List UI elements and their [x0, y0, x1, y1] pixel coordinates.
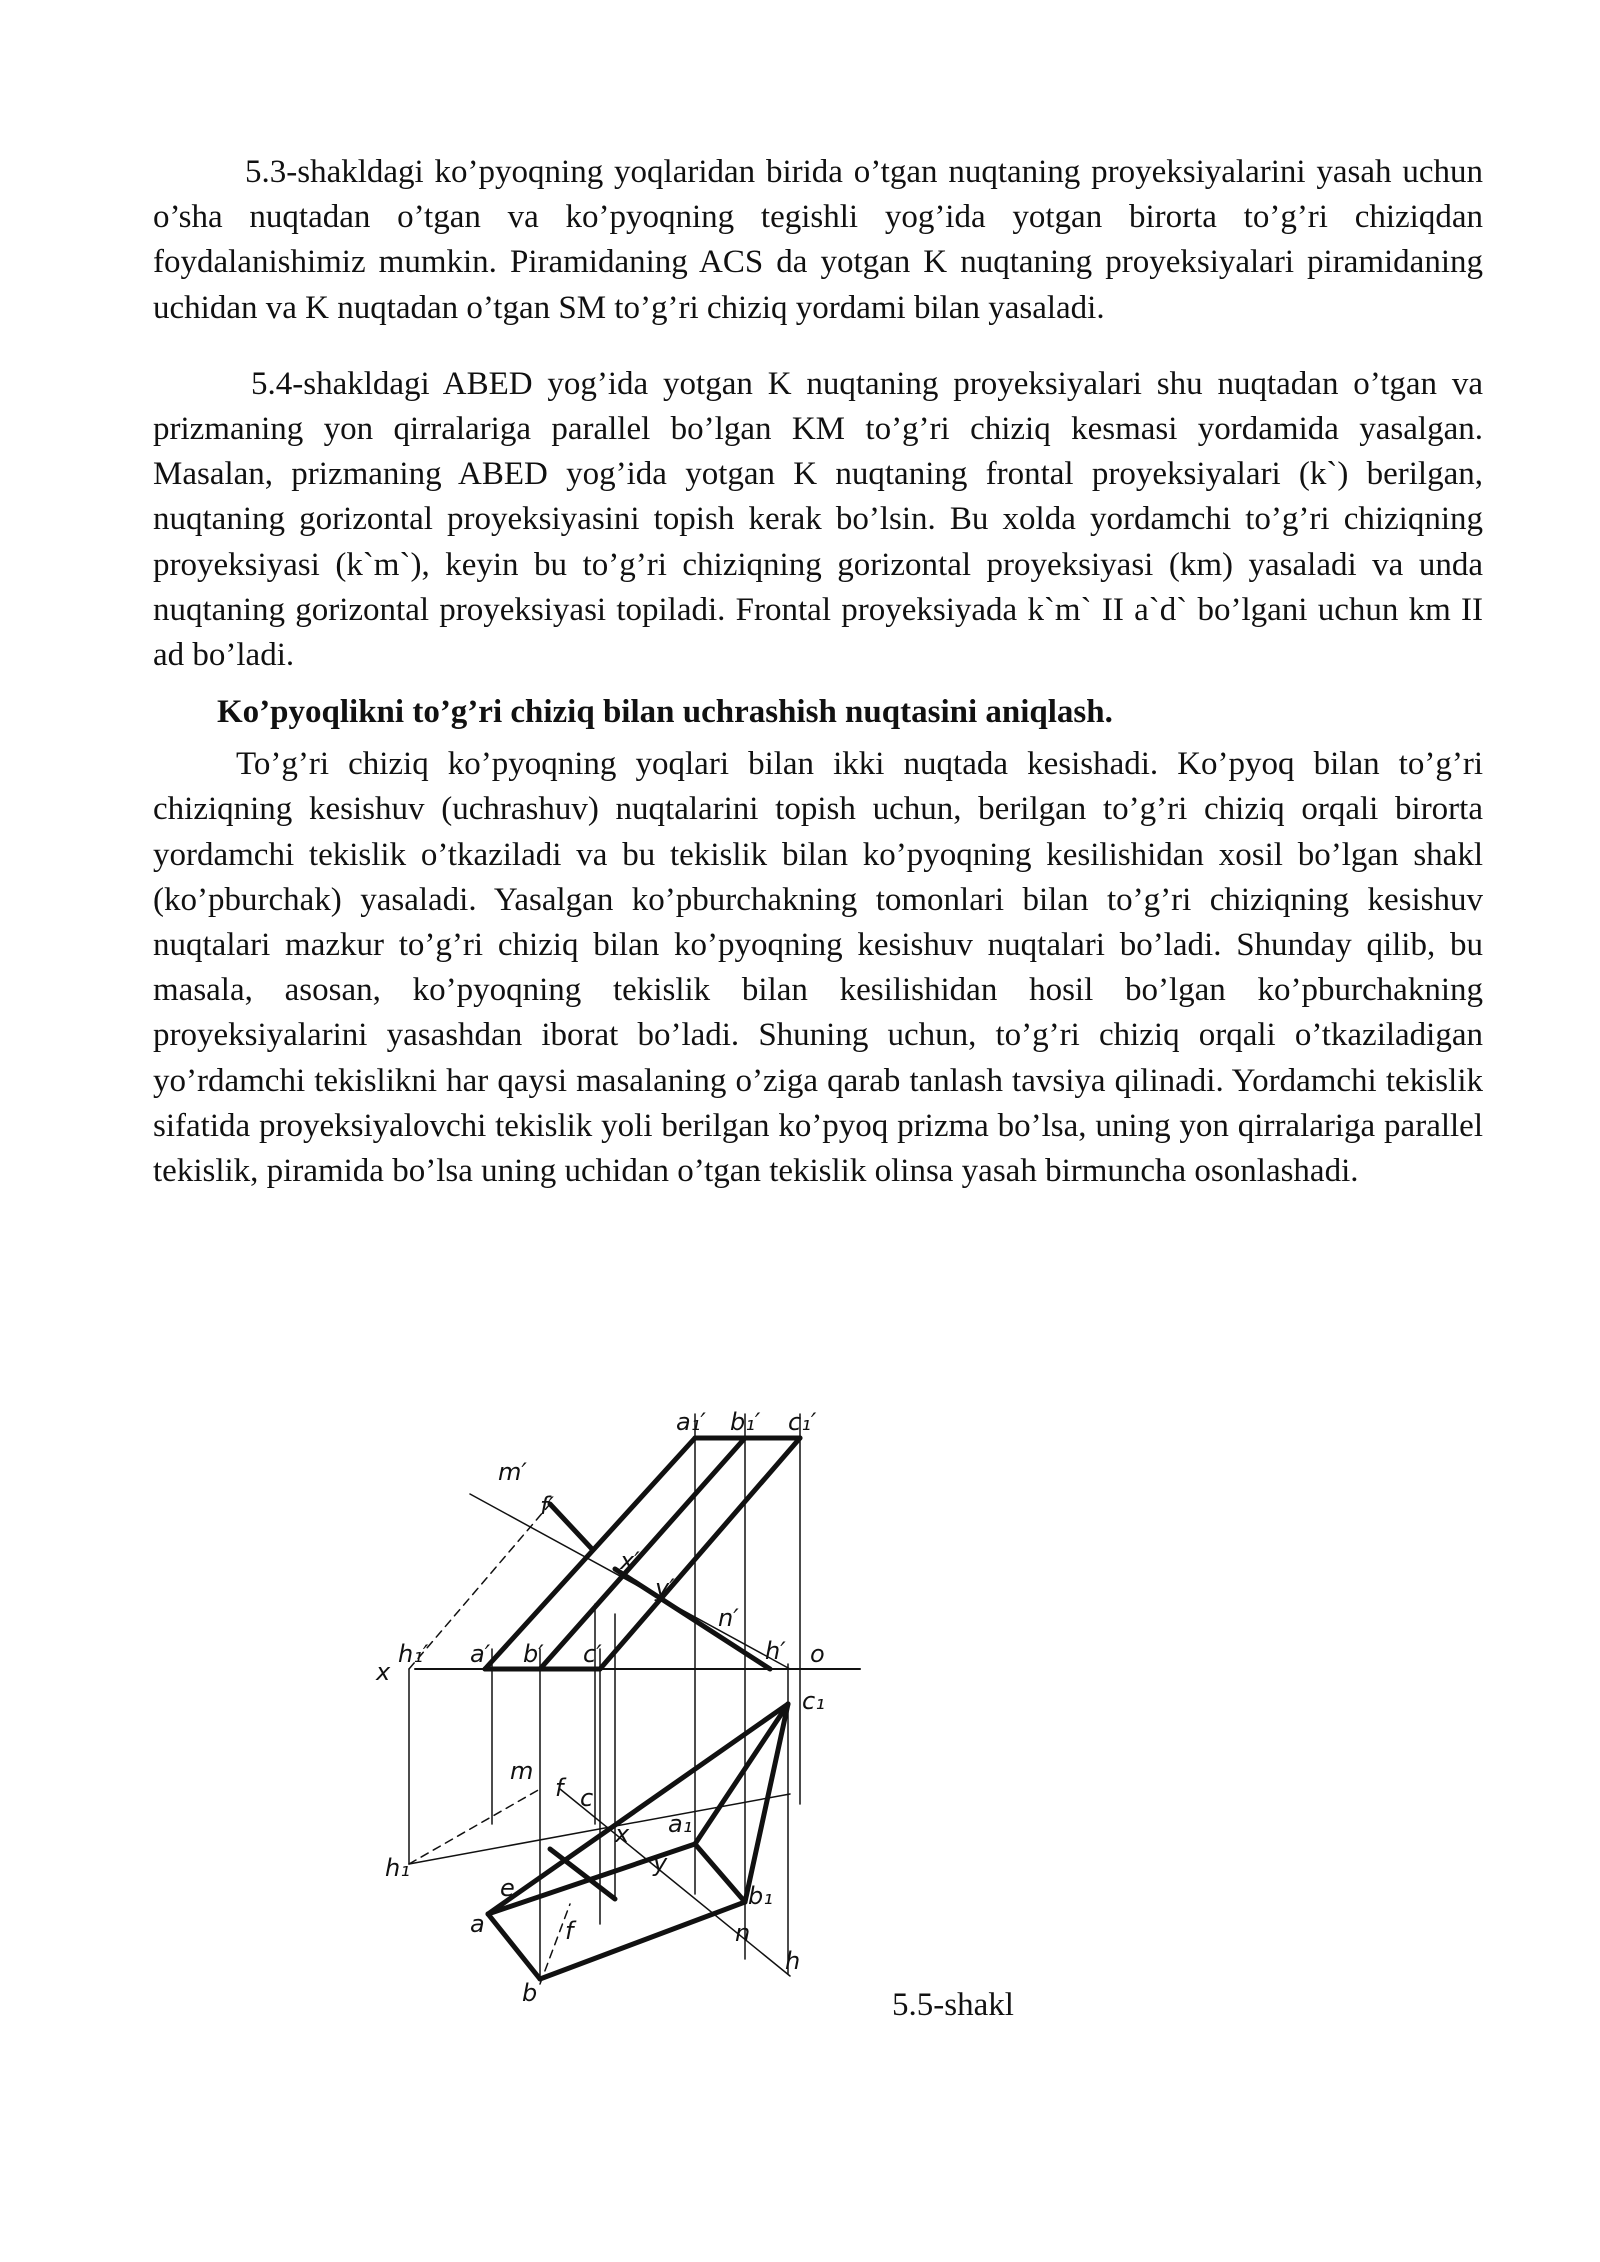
paragraph-1: 5.3-shakldagi ko’pyoqning yoqlaridan birida o’tgan nuqtaning proyeksiyalarini yasah uchun o’sha nuqtadan o’tgan va ko’pyoqning tegishli yog’ida yotgan birorta to’g’ri chiziqdan foydalanishimiz mumkin. Piramidaning ACS da yotgan K nuqtaning proyeksiyalari piramidaning uchidan va K nuqtadan o’tgan SM to’g’ri chiziq yordami bilan yasaladi.	[153, 154, 1483, 326]
label-x: x	[615, 1820, 630, 1848]
label-x-prime: x′	[620, 1547, 640, 1575]
label-f: f	[555, 1774, 564, 1802]
label-x-axis: x	[376, 1658, 391, 1686]
label-b: b	[522, 1979, 538, 2007]
label-f-prime: f′	[540, 1492, 554, 1520]
label-n-prime: n′	[718, 1604, 739, 1632]
label-h: h	[785, 1947, 801, 1975]
section-heading: Ko’pyoqlikni to’g’ri chiziq bilan uchrashish nuqtasini aniqlash.	[217, 694, 1113, 731]
projection-drawing	[370, 1404, 880, 2034]
label-h1-prime: h₁′	[398, 1640, 429, 1668]
label-b1: b₁	[748, 1882, 773, 1910]
frontal-prism-edges	[485, 1438, 800, 1669]
label-o: o	[810, 1640, 825, 1668]
label-m: m	[510, 1757, 534, 1785]
label-a1: a₁	[668, 1810, 693, 1838]
figure-5-5	[370, 1404, 880, 2034]
paragraph-2: 5.4-shakldagi ABED yog’ida yotgan K nuqtaning proyeksiyalari shu nuqtadan o’tgan va prizmaning yon qirralariga parallel bo’lgan KM to’g’ri chiziq kesmasi yordamida yasalgan. Masalan, prizmaning ABED yog’ida yotgan K nuqtaning frontal proyeksiyalari (k`) berilgan, nuqtaning gorizontal proyeksiyasini topish kerak bo’lsin. Bu xolda yordamchi to’g’ri chiziqning proyeksiyasi (k`m`), keyin bu to’g’ri chiziqning gorizontal proyeksiyasi (km) yasaladi va unda nuqtaning gorizontal proyeksiyasi topiladi. Frontal proyeksiyada k`m` II a`d` bo’lgani uchun km II ad bo’ladi.	[153, 365, 1483, 674]
label-e: e	[500, 1874, 515, 1902]
label-h1: h₁	[385, 1854, 410, 1882]
label-a: a	[470, 1910, 485, 1938]
label-y: y	[653, 1849, 668, 1877]
label-f-horizontal: f	[565, 1917, 574, 1945]
label-b-prime: b′	[523, 1640, 544, 1668]
label-c1: c₁	[802, 1687, 825, 1715]
label-c1-prime: c₁′	[788, 1408, 817, 1436]
label-y-prime: y′	[655, 1574, 675, 1602]
label-m-prime: m′	[498, 1458, 527, 1486]
label-n: n	[735, 1919, 751, 1947]
label-c: c	[580, 1784, 594, 1812]
label-h-prime: h′	[765, 1637, 786, 1665]
label-a-prime: a′	[470, 1640, 491, 1668]
page-text	[153, 150, 1483, 1194]
label-a1-prime: a₁′	[676, 1408, 706, 1436]
paragraph-3: To’g’ri chiziq ko’pyoqning yoqlari bilan ikki nuqtada kesishadi. Ko’pyoq bilan to’g’ri chiziqning kesishuv (uchrashuv) nuqtalarini topish uchun, berilgan to’g’ri chiziq orqali birorta yordamchi tekislik o’tkaziladi va bu tekislik bilan ko’pyoqning kesilishidan xosil bo’lgan shakl (ko’pburchak) yasaladi. Yasalgan ko’pburchakning tomonlari bilan to’g’ri chiziqning kesishuv nuqtalari mazkur to’g’ri chiziq bilan ko’pyoqning kesishuv nuqtalari bo’ladi. Shunday qilib, bu masala, asosan, ko’pyoqning tekislik bilan kesilishidan hosil bo’lgan ko’pburchakning proyeksiyalarini yasashdan iborat bo’ladi. Shuning uchun, to’g’ri chiziq orqali o’tkaziladigan yo’rdamchi tekislikni har qaysi masalaning o’ziga qarab tanlash tavsiya qilinadi. Yordamchi tekislik sifatida proyeksiyalovchi tekislik yoli berilgan ko’pyoq prizma bo’lsa, uning yon qirralariga parallel tekislik, piramida bo’lsa uning uchidan o’tgan tekislik olinsa yasah birmuncha osonlashadi.	[153, 746, 1483, 1190]
label-b1-prime: b₁′	[730, 1408, 761, 1436]
label-c-prime: c′	[583, 1640, 602, 1668]
figure-caption: 5.5-shakl	[892, 1987, 1014, 2023]
